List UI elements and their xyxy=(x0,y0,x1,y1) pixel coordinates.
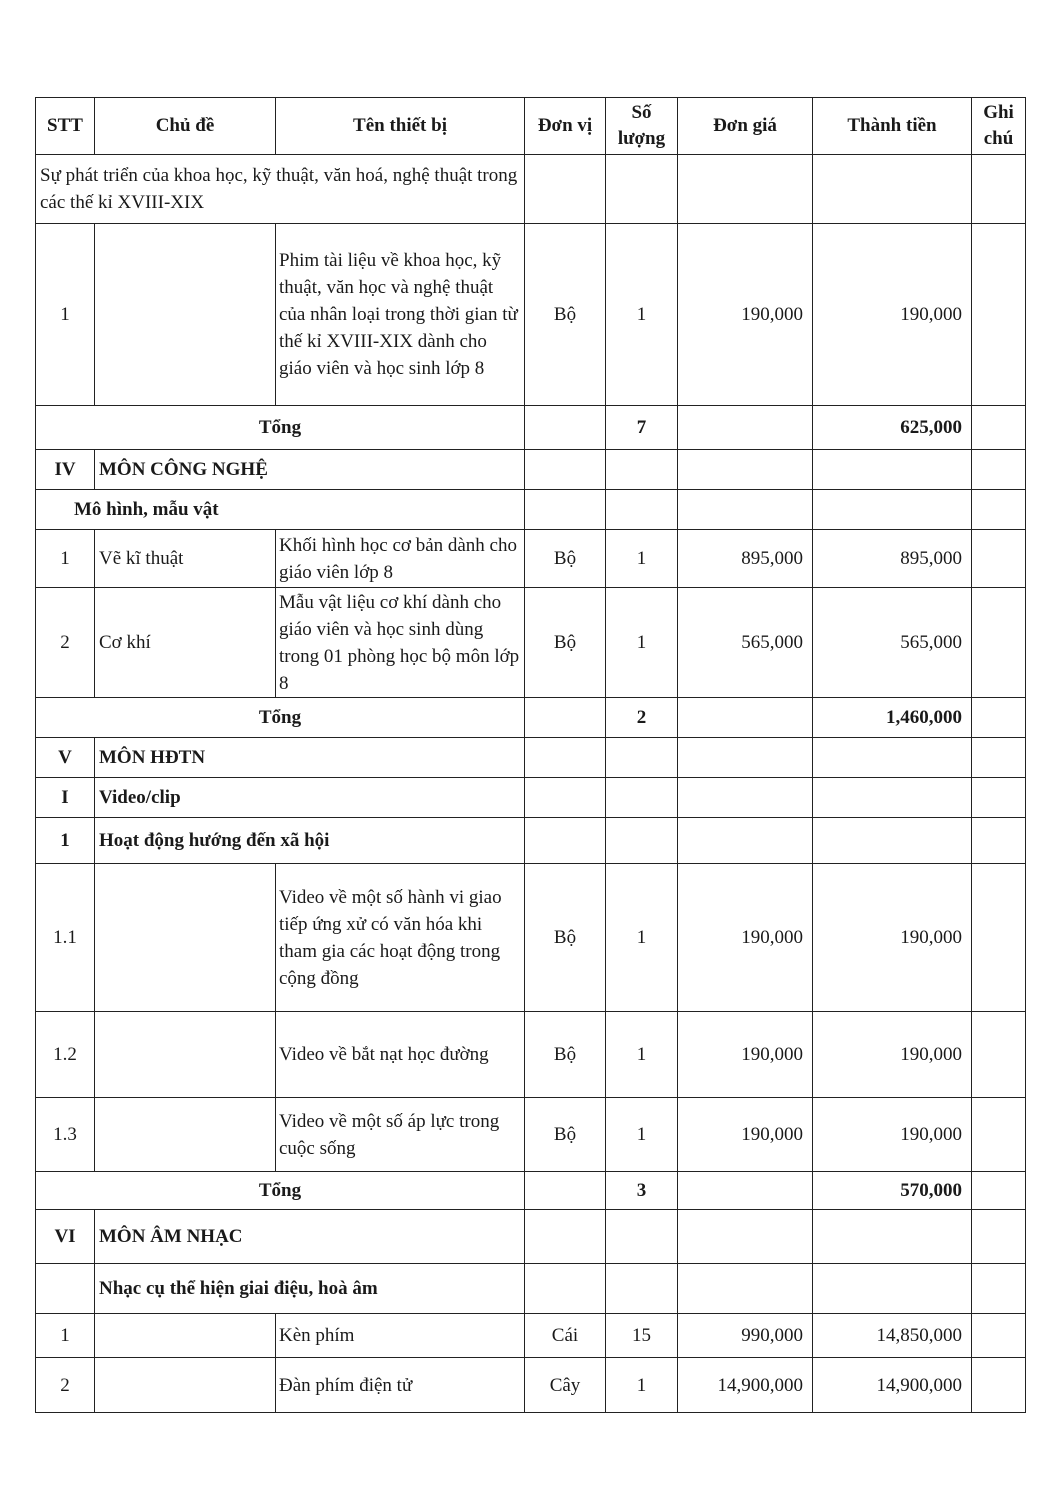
cell-total: 14,900,000 xyxy=(813,1358,972,1413)
table-row xyxy=(36,224,1026,406)
cell-note xyxy=(972,1098,1026,1172)
section-code: IV xyxy=(36,450,95,490)
sum-row xyxy=(36,698,1026,738)
section-title: MÔN ÂM NHẠC xyxy=(95,1210,525,1264)
cell-note xyxy=(972,864,1026,1012)
group-row xyxy=(36,1264,1026,1314)
cell-name: Phim tài liệu về khoa học, kỹ thuật, văn học và nghệ thuật của nhân loại trong thời gian từ thế kỉ XVIII-XIX dành cho giáo viên và học sinh lớp 8 xyxy=(276,224,525,406)
cell-stt: 2 xyxy=(36,588,95,698)
group-title: Nhạc cụ thể hiện giai điệu, hoà âm xyxy=(95,1264,525,1314)
section-title: MÔN CÔNG NGHỆ xyxy=(95,450,525,490)
cell-total: 895,000 xyxy=(813,530,972,588)
sum-total: 570,000 xyxy=(813,1172,972,1210)
table-row xyxy=(36,1098,1026,1172)
cell-price: 565,000 xyxy=(678,588,813,698)
cell-name: Đàn phím điện tử xyxy=(276,1358,525,1413)
cell-name: Video về một số hành vi giao tiếp ứng xử có văn hóa khi tham gia các hoạt động trong cộng đồng xyxy=(276,864,525,1012)
cell-note xyxy=(972,224,1026,406)
cell-price: 990,000 xyxy=(678,1314,813,1358)
cell-total: 190,000 xyxy=(813,864,972,1012)
table-row xyxy=(36,588,1026,698)
header-thanh-tien: Thành tiền xyxy=(813,98,972,155)
section-code: VI xyxy=(36,1210,95,1264)
subsection-code: I xyxy=(36,778,95,818)
subsection-row xyxy=(36,778,1026,818)
cell-note xyxy=(972,588,1026,698)
cell-total: 190,000 xyxy=(813,224,972,406)
sum-row xyxy=(36,406,1026,450)
header-stt: STT xyxy=(36,98,95,155)
cell-unit: Bộ xyxy=(525,864,606,1012)
cell-total: 190,000 xyxy=(813,1098,972,1172)
cell-name: Mẫu vật liệu cơ khí dành cho giáo viên và học sinh dùng trong 01 phòng học bộ môn lớp 8 xyxy=(276,588,525,698)
cell-topic: Cơ khí xyxy=(95,588,276,698)
cell-price: 14,900,000 xyxy=(678,1358,813,1413)
cell-qty: 1 xyxy=(606,1012,678,1098)
cell-topic xyxy=(95,864,276,1012)
cell-topic xyxy=(95,1012,276,1098)
cell-name: Video về bắt nạt học đường xyxy=(276,1012,525,1098)
cell-unit: Bộ xyxy=(525,588,606,698)
cell-note xyxy=(972,530,1026,588)
header-row xyxy=(36,98,1026,155)
section-code: V xyxy=(36,738,95,778)
cell-unit: Bộ xyxy=(525,530,606,588)
cell-stt: 1 xyxy=(36,1314,95,1358)
cell-price: 190,000 xyxy=(678,1098,813,1172)
cell-total: 565,000 xyxy=(813,588,972,698)
cell-total: 14,850,000 xyxy=(813,1314,972,1358)
cell-qty: 15 xyxy=(606,1314,678,1358)
cell-unit: Bộ xyxy=(525,1098,606,1172)
header-chu-de: Chủ đề xyxy=(95,98,276,155)
cell-total: 190,000 xyxy=(813,1012,972,1098)
header-don-gia: Đơn giá xyxy=(678,98,813,155)
cell-qty: 1 xyxy=(606,530,678,588)
cell-topic xyxy=(95,1358,276,1413)
group-code xyxy=(36,1264,95,1314)
sum-row xyxy=(36,1172,1026,1210)
cell-topic xyxy=(95,1098,276,1172)
table-row xyxy=(36,1358,1026,1413)
sum-label: Tổng xyxy=(36,1172,525,1210)
table-row xyxy=(36,530,1026,588)
cell-name: Kèn phím xyxy=(276,1314,525,1358)
section-title-row xyxy=(36,155,1026,224)
section-title: MÔN HĐTN xyxy=(95,738,525,778)
cell-topic xyxy=(95,1314,276,1358)
section-title: Sự phát triển của khoa học, kỹ thuật, văn hoá, nghệ thuật trong các thế kỉ XVIII-XIX xyxy=(36,155,525,224)
cell-price: 190,000 xyxy=(678,224,813,406)
header-so-luong: Số lượng xyxy=(606,98,678,155)
cell-qty: 1 xyxy=(606,864,678,1012)
cell-name: Video về một số áp lực trong cuộc sống xyxy=(276,1098,525,1172)
sum-label: Tổng xyxy=(36,698,525,738)
cell-stt: 2 xyxy=(36,1358,95,1413)
header-don-vi: Đơn vị xyxy=(525,98,606,155)
cell-name: Khối hình học cơ bản dành cho giáo viên lớp 8 xyxy=(276,530,525,588)
cell-qty: 1 xyxy=(606,588,678,698)
cell-stt: 1 xyxy=(36,224,95,406)
group-title: Hoạt động hướng đến xã hội xyxy=(95,818,525,864)
cell-qty: 1 xyxy=(606,1098,678,1172)
header-ghi-chu: Ghi chú xyxy=(972,98,1026,155)
cell-stt: 1.1 xyxy=(36,864,95,1012)
cell-qty: 1 xyxy=(606,224,678,406)
table-row xyxy=(36,864,1026,1012)
cell-note xyxy=(972,1358,1026,1413)
sum-qty: 7 xyxy=(606,406,678,450)
cell-unit: Bộ xyxy=(525,1012,606,1098)
sum-qty: 3 xyxy=(606,1172,678,1210)
cell-unit: Bộ xyxy=(525,224,606,406)
cell-unit: Cái xyxy=(525,1314,606,1358)
section-row xyxy=(36,738,1026,778)
equipment-table xyxy=(35,97,1026,1413)
section-row xyxy=(36,1210,1026,1264)
cell-unit: Cây xyxy=(525,1358,606,1413)
cell-note xyxy=(972,1012,1026,1098)
cell-topic xyxy=(95,224,276,406)
cell-price: 895,000 xyxy=(678,530,813,588)
cell-stt: 1.3 xyxy=(36,1098,95,1172)
group-row xyxy=(36,818,1026,864)
cell-price: 190,000 xyxy=(678,1012,813,1098)
group-title: Mô hình, mẫu vật xyxy=(36,490,525,530)
section-row xyxy=(36,450,1026,490)
sum-label: Tổng xyxy=(36,406,525,450)
cell-note xyxy=(972,1314,1026,1358)
sum-total: 1,460,000 xyxy=(813,698,972,738)
table-row xyxy=(36,1012,1026,1098)
cell-qty: 1 xyxy=(606,1358,678,1413)
cell-stt: 1.2 xyxy=(36,1012,95,1098)
cell-topic: Vẽ kĩ thuật xyxy=(95,530,276,588)
subsection-title: Video/clip xyxy=(95,778,525,818)
sum-total: 625,000 xyxy=(813,406,972,450)
sum-qty: 2 xyxy=(606,698,678,738)
cell-price: 190,000 xyxy=(678,864,813,1012)
group-row xyxy=(36,490,1026,530)
group-code: 1 xyxy=(36,818,95,864)
cell-stt: 1 xyxy=(36,530,95,588)
table-row xyxy=(36,1314,1026,1358)
header-ten-thiet-bi: Tên thiết bị xyxy=(276,98,525,155)
